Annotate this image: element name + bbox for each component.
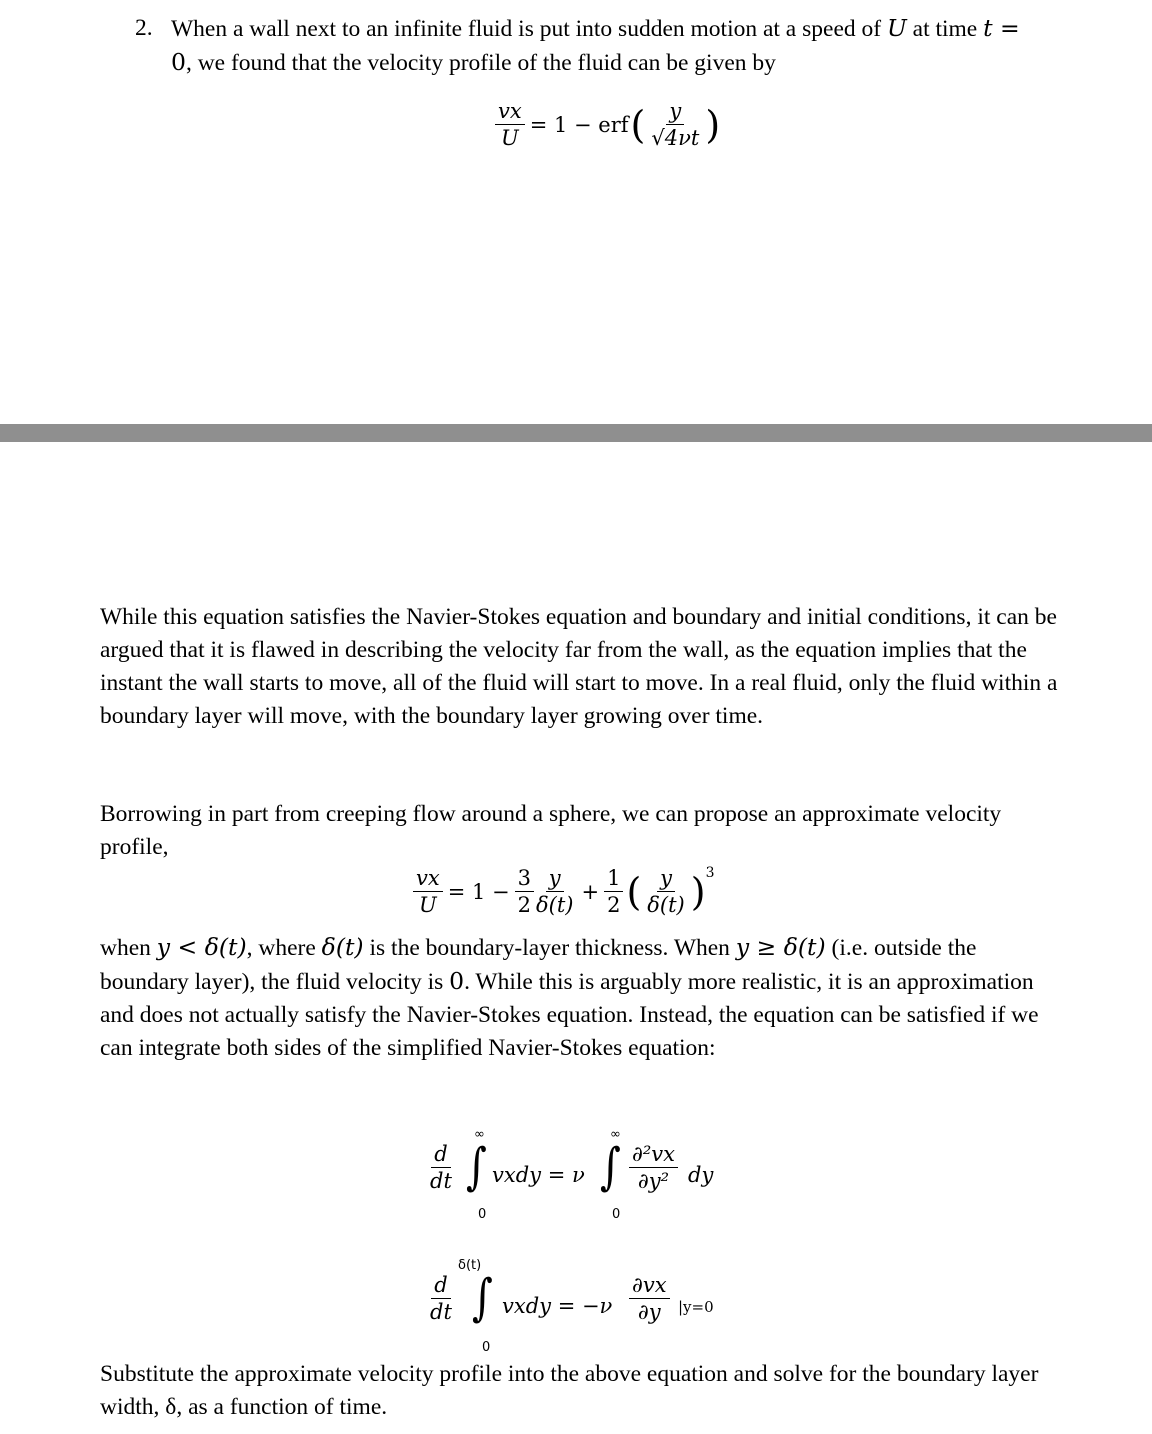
equation-cubic-profile: $\frac{vx}{U}$ = 1 − $\frac{3}{2}$ $\frac{y}{\delta(t)}$ + $\frac{1}{2}$ ( $\frac{y}{\delta(t)}$ ) 3: [410, 867, 715, 916]
paragraph-flaw: While this equation satisfies the Navier-Stokes equation and boundary and initial conditions, it can be argued that it is flawed in describing the velocity far from the wall, as the equation implies that the instant the wall starts to move, all of the fluid will start to move. In a real fluid, only the fluid within a boundary layer will move, with the boundary layer growing over time.: [100, 604, 1058, 729]
problem-statement: When a wall next to an infinite fluid is put into sudden motion at a speed of U at time t = 0, we found that the velocity profile of the fluid can be given by: [171, 14, 1020, 76]
problem-number: 2.: [135, 15, 153, 41]
equation-integral-boundary: $\frac{d}{dt}$ δ(t) ∫ 0 vxdy = −ν $\frac{\partial vx}{\partial y}$ |y=0: [430, 1258, 714, 1355]
paragraph-proposal: Borrowing in part from creeping flow around a sphere, we can propose an approximate velocity profile,: [100, 801, 1002, 860]
equation-erf: $\frac{vx}{U}$ = 1 − erf ( $\frac{y}{√4\nu t}$ ): [492, 100, 720, 149]
section-divider: [0, 424, 1152, 442]
equation-integral-infinite: $\frac{d}{dt}$ ∞ ∫ 0 vxdy = ν ∞ ∫ 0 $\frac{\text{∂²vx}}{\text{∂y²}}$ dy: [430, 1127, 714, 1222]
paragraph-condition: when y < δ(t), where δ(t) is the boundary-layer thickness. When y ≥ δ(t) (i.e. outside the boundary layer), the fluid velocity is 0. While this is arguably more realistic, it is an approximation and does not actually satisfy the Navier-Stokes equation. Instead, the equation can be satisfied if we can integrate both sides of the simplified Navier-Stokes equation:: [100, 933, 1039, 1061]
paragraph-task: Substitute the approximate velocity profile into the above equation and solve for the boundary layer width, δ, as a function of time.: [100, 1361, 1039, 1420]
